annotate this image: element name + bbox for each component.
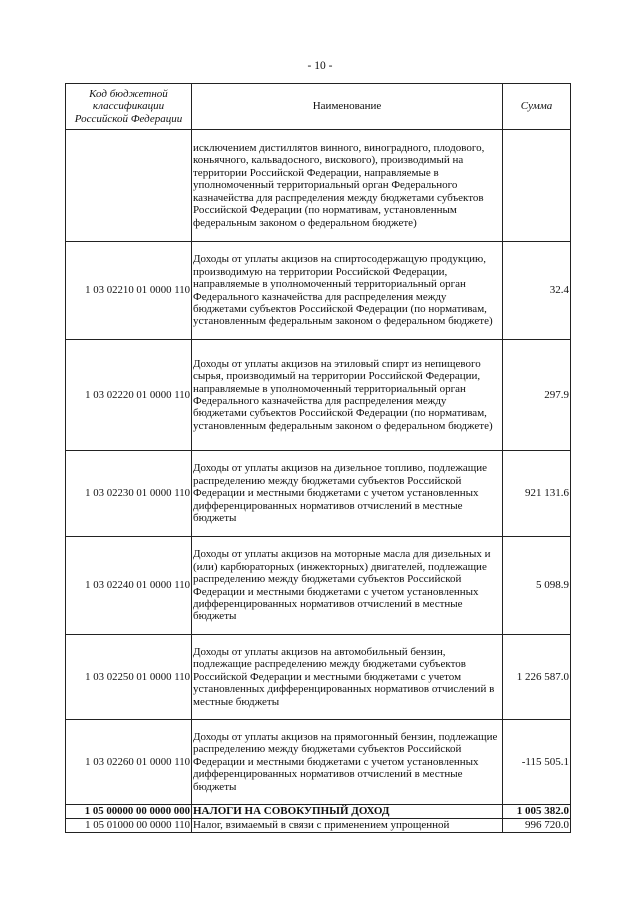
table-header-row: [66, 84, 571, 130]
row-name: Доходы от уплаты акцизов на прямогонный бензин, подлежащие распределению между бюджетами субъектов Российской Федерации и местными бюджетами с учетом установленных дифференцированных нормативов отчислений в местные бюджеты: [192, 720, 503, 805]
table-row: [66, 130, 571, 242]
row-code: 1 03 02230 01 0000 110: [66, 451, 192, 537]
row-sum: 5 098.9: [503, 537, 571, 635]
row-code: 1 05 00000 00 0000 000: [66, 805, 192, 819]
table-row: [66, 819, 571, 833]
table-row-section: [66, 805, 571, 819]
row-name: Доходы от уплаты акцизов на дизельное топливо, подлежащие распределению между бюджетами субъектов Российской Федерации и местными бюджетами с учетом установленных дифференцированных нормативов отчислений в местные бюджеты: [192, 451, 503, 537]
row-code: 1 03 02260 01 0000 110: [66, 720, 192, 805]
row-sum: 996 720.0: [503, 819, 571, 833]
table-row: [66, 537, 571, 635]
row-sum: 32.4: [503, 242, 571, 340]
row-code: [66, 130, 192, 242]
row-sum: [503, 130, 571, 242]
row-code: 1 03 02220 01 0000 110: [66, 340, 192, 451]
header-sum: Сумма: [503, 84, 571, 130]
row-name: НАЛОГИ НА СОВОКУПНЫЙ ДОХОД: [192, 805, 503, 819]
table-row: [66, 242, 571, 340]
row-code: 1 03 02250 01 0000 110: [66, 635, 192, 720]
row-name: Доходы от уплаты акцизов на этиловый спирт из непищевого сырья, производимый на территории Российской Федерации, направляемые в уполномоченный территориальный орган Федерального казначейства для распределения между бюджетами субъектов Российской Федерации (по нормативам, установленным федеральным законом о федеральном бюджете): [192, 340, 503, 451]
row-sum: -115 505.1: [503, 720, 571, 805]
row-code: 1 05 01000 00 0000 110: [66, 819, 192, 833]
row-name: исключением дистиллятов винного, виноградного, плодового, коньячного, кальвадосного, вискового), производимый на территории Российской Федерации, направляемые в уполномоченный территориальный орган Федерального казначейства для распределения между бюджетами субъектов Российской Федерации (по нормативам, установленным федеральным законом о федеральном бюджете): [192, 130, 503, 242]
table-row: [66, 340, 571, 451]
row-name: Доходы от уплаты акцизов на спиртосодержащую продукцию, производимую на территории Российской Федерации, направляемые в уполномоченный территориальный орган Федерального казначейства для распределения между бюджетами субъектов Российской Федерации (по нормативам, установленным федеральным законом о федеральном бюджете): [192, 242, 503, 340]
page-number: - 10 -: [307, 60, 333, 72]
table-row: [66, 720, 571, 805]
budget-revenue-table: [65, 83, 571, 833]
row-name: Налог, взимаемый в связи с применением упрощенной: [192, 819, 503, 833]
row-code: 1 03 02210 01 0000 110: [66, 242, 192, 340]
table-row: [66, 451, 571, 537]
row-name: Доходы от уплаты акцизов на моторные масла для дизельных и (или) карбюраторных (инжекторных) двигателей, подлежащие распределению между бюджетами субъектов Российской Федерации и местными бюджетами с учетом установленных дифференцированных нормативов отчислений в местные бюджеты: [192, 537, 503, 635]
row-name: Доходы от уплаты акцизов на автомобильный бензин, подлежащие распределению между бюджетами субъектов Российской Федерации и местными бюджетами с учетом установленных дифференцированных нормативов отчислений в местные бюджеты: [192, 635, 503, 720]
header-code: Код бюджетной классификации Российской Федерации: [66, 84, 192, 130]
row-sum: 297.9: [503, 340, 571, 451]
row-sum: 1 226 587.0: [503, 635, 571, 720]
row-code: 1 03 02240 01 0000 110: [66, 537, 192, 635]
row-sum: 921 131.6: [503, 451, 571, 537]
header-name: Наименование: [192, 84, 503, 130]
table-row: [66, 635, 571, 720]
row-sum: 1 005 382.0: [503, 805, 571, 819]
